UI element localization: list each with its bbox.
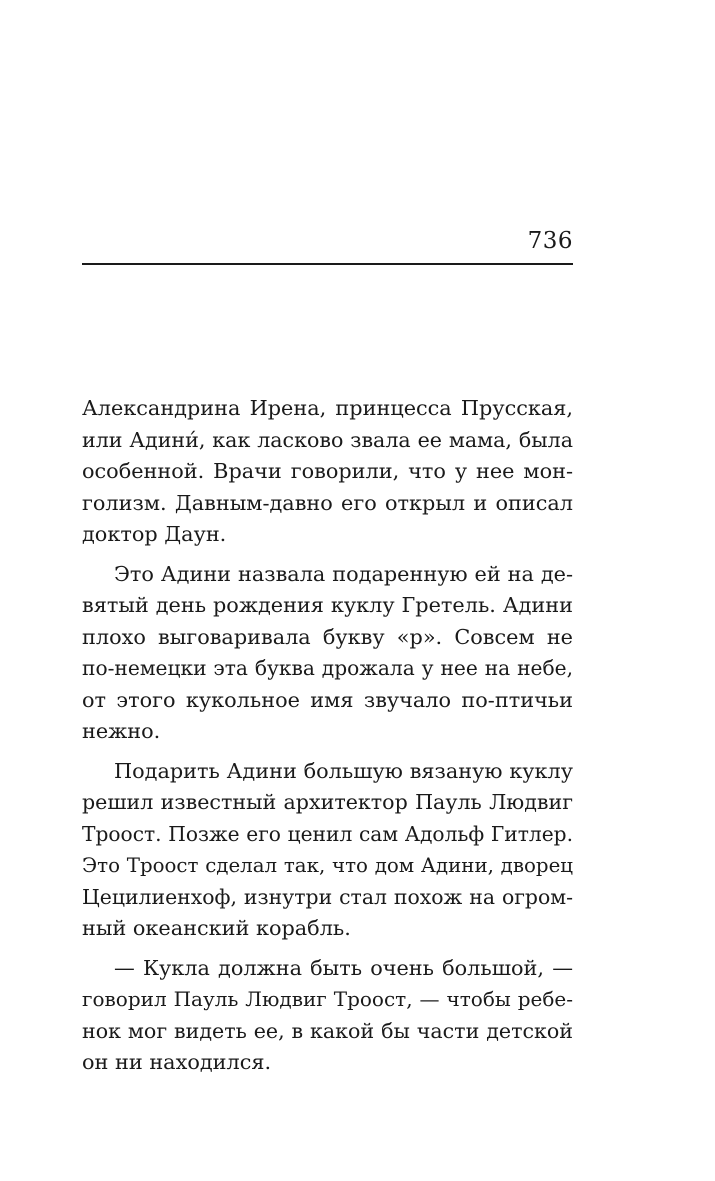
text-line: ный океанский корабль.	[82, 916, 351, 940]
page-number: 736	[527, 228, 573, 254]
text-line: Александрина Ирена, принцесса Прусская,	[82, 396, 573, 420]
paragraph	[82, 393, 573, 551]
text-line: плохо выговаривала букву «р». Совсем не	[82, 624, 573, 649]
text-line: вятый день рождения куклу Гретель. Адини	[82, 593, 573, 617]
text-line: Цецилиенхоф, изнутри стал похож на огром-	[82, 884, 573, 909]
paragraph	[82, 559, 573, 748]
text-line: по-немецки эта буква дрожала у нее на небе,	[82, 656, 573, 680]
text-line: Это Троост сделал так, что дом Адини, дворец	[82, 854, 573, 877]
text-line: от этого кукольное имя звучало по-птичьи	[82, 687, 573, 712]
paragraph-gap	[82, 748, 573, 756]
text-line: голизм. Давным-давно его открыл и описал	[82, 490, 573, 515]
text-line: или Адини́, как ласково звала ее мама, была	[82, 427, 573, 452]
text-line: нежно.	[82, 719, 161, 743]
paragraph-gap	[82, 945, 573, 953]
text-line: решил известный архитектор Пауль Людвиг	[82, 790, 573, 814]
header-rule	[82, 263, 573, 265]
body-text	[82, 393, 573, 1079]
text-line: Троост. Позже его ценил сам Адольф Гитлер.	[82, 821, 573, 846]
paragraph	[82, 953, 573, 1079]
text-line: особенной. Врачи говорили, что у нее мон-	[82, 459, 573, 483]
text-line: говорил Пауль Людвиг Троост, — чтобы ребе-	[82, 987, 573, 1011]
paragraph-gap	[82, 551, 573, 559]
text-line: доктор Даун.	[82, 522, 227, 546]
text-line: он ни находился.	[82, 1050, 272, 1074]
text-line: Подарить Адини большую вязаную куклу	[114, 758, 573, 783]
text-line: нок мог видеть ее, в какой бы части детской	[82, 1018, 573, 1043]
text-line: Это Адини назвала подаренную ей на де-	[114, 561, 573, 586]
paragraph	[82, 756, 573, 945]
text-line: — Кукла должна быть очень большой, —	[114, 955, 573, 980]
